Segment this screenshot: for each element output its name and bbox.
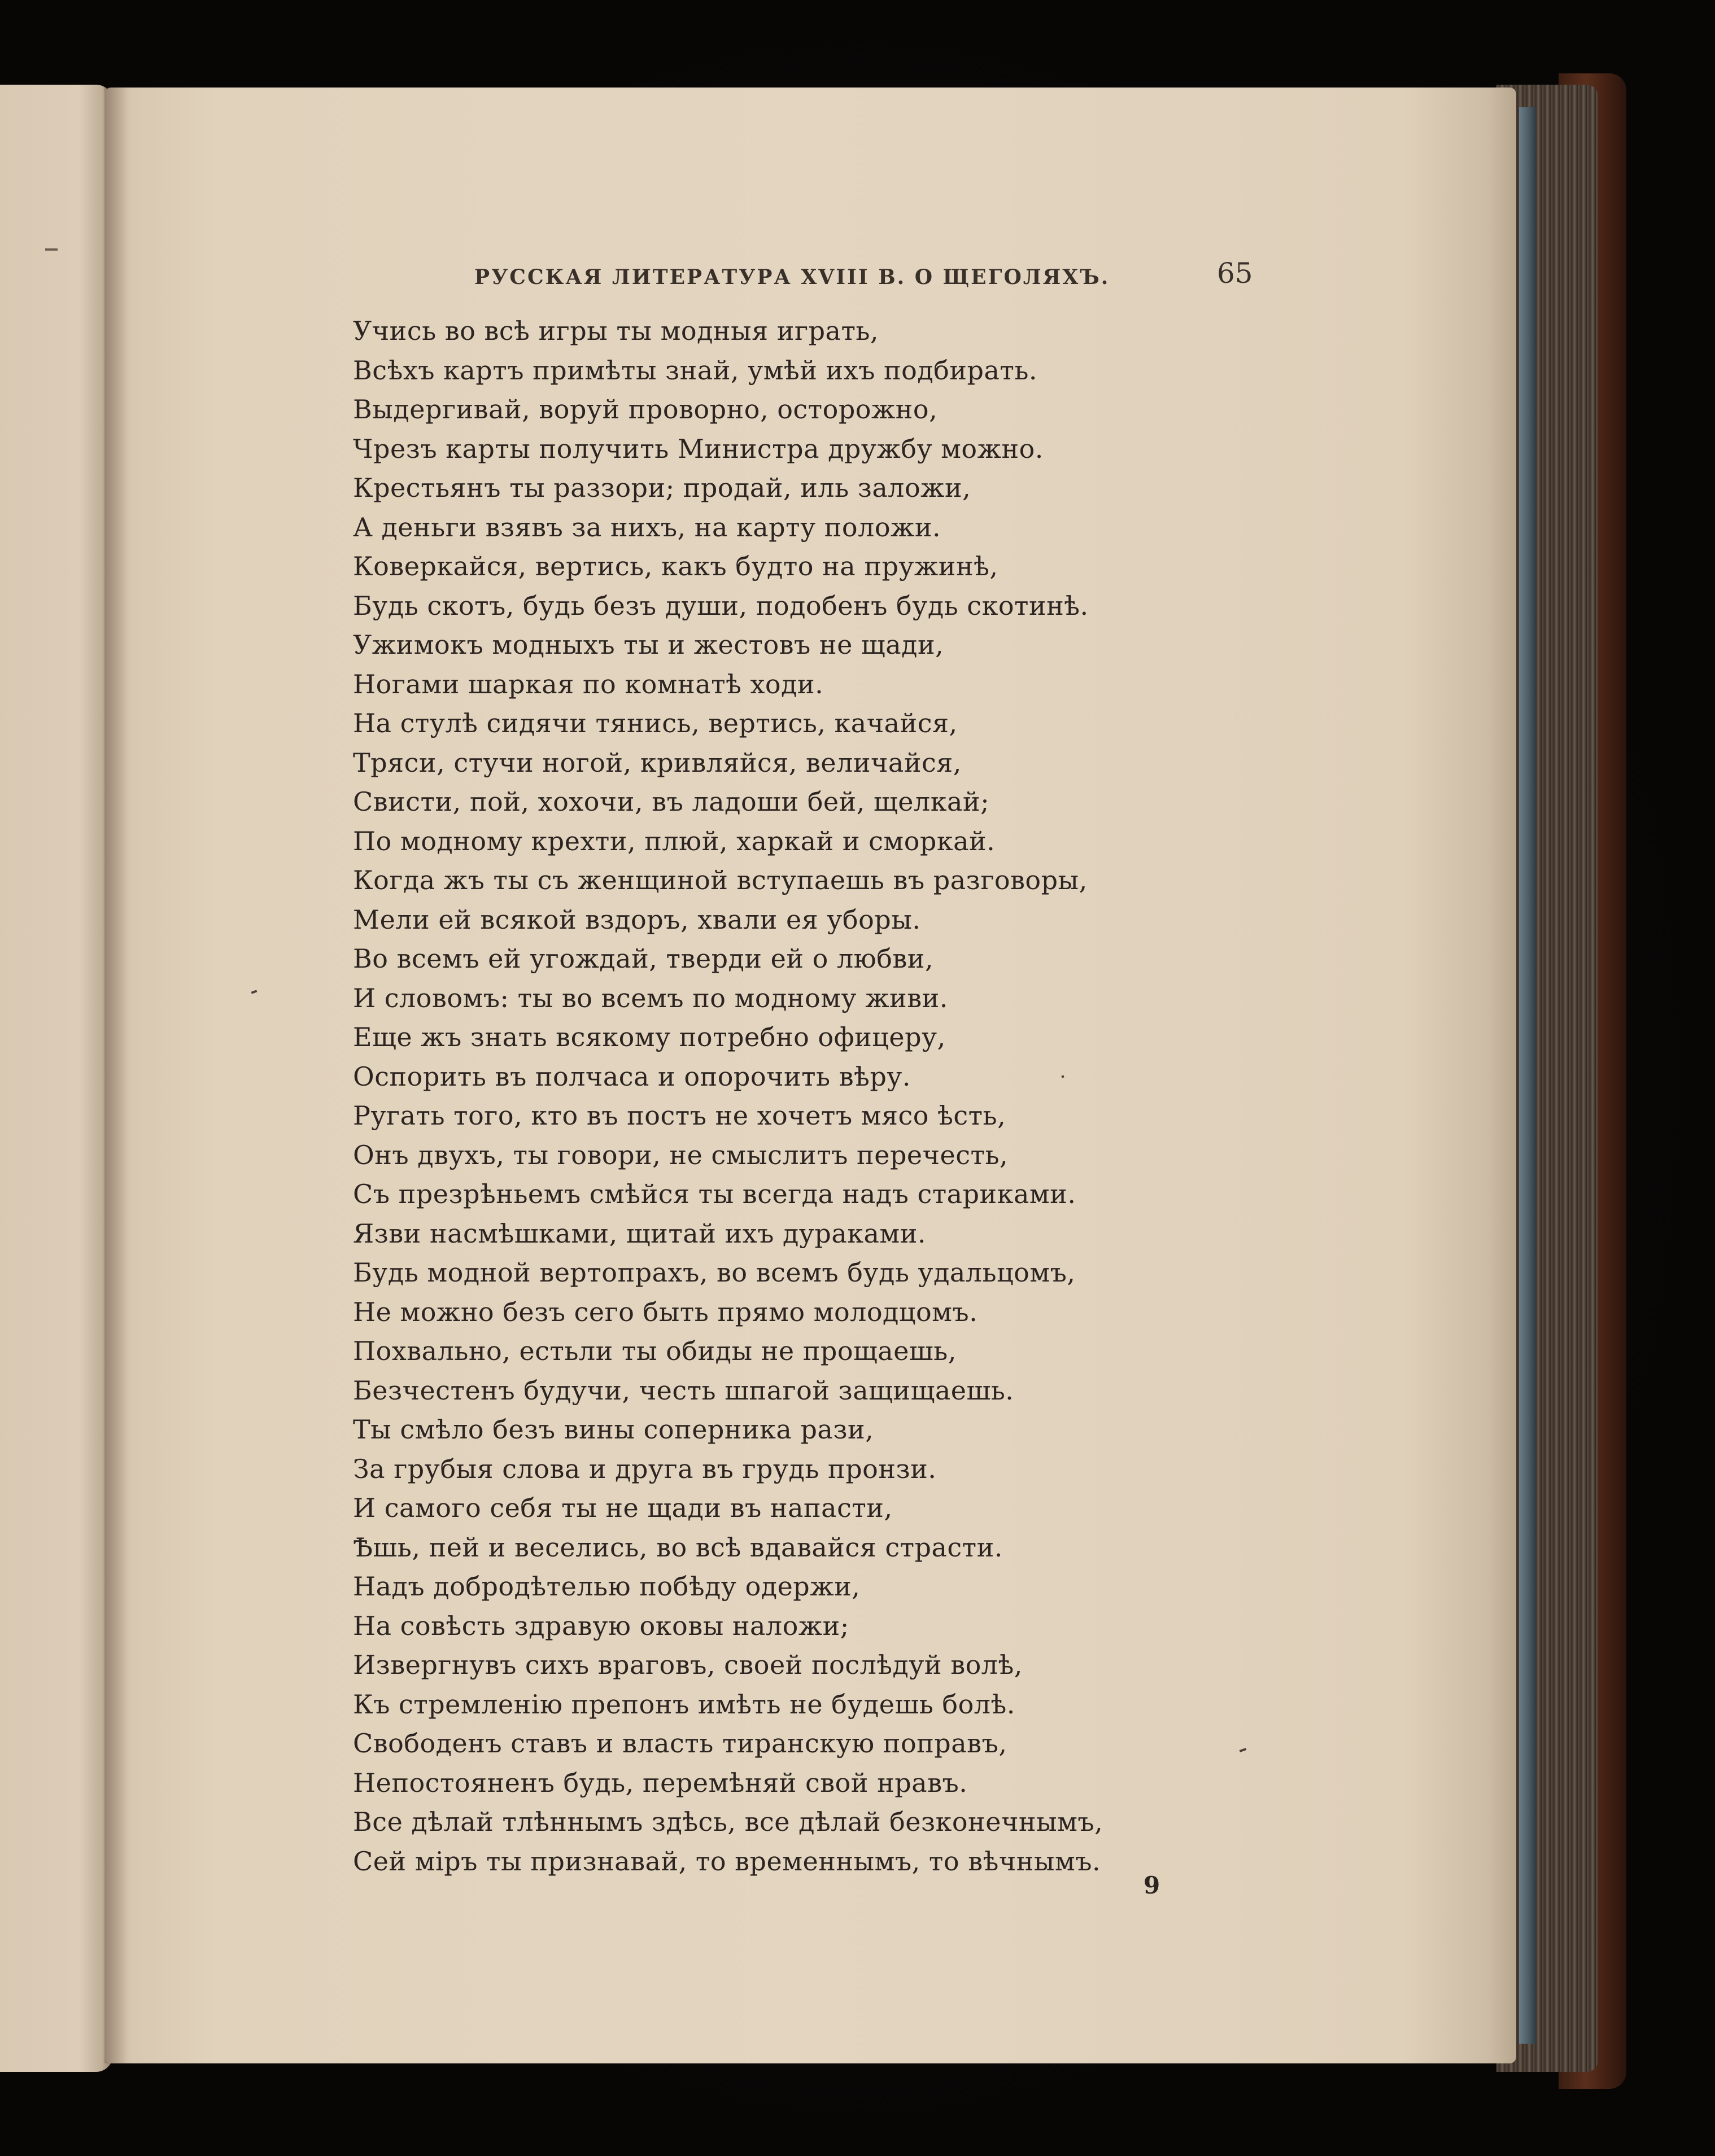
poem-line: Чрезъ карты получить Министра дружбу можно. xyxy=(353,433,1044,464)
poem-line: Онъ двухъ, ты говори, не смыслитъ перечесть, xyxy=(353,1139,1009,1170)
poem-line: Всѣхъ картъ примѣты знай, умѣй ихъ подбирать. xyxy=(353,355,1038,386)
page-number: 65 xyxy=(1217,257,1253,290)
poem-line: Будь модной вертопрахъ, во всемъ будь удальцомъ, xyxy=(353,1257,1076,1288)
poem-line: Съ презрѣньемъ смѣйся ты всегда надъ стариками. xyxy=(353,1179,1076,1209)
poem-line: Сей міръ ты признавай, то временнымъ, то вѣчнымъ. xyxy=(353,1845,1101,1877)
poem-line: Учись во всѣ игры ты модныя играть, xyxy=(353,316,879,346)
poem-line: Извергнувъ сихъ враговъ, своей послѣдуй волѣ, xyxy=(353,1650,1023,1680)
signature-mark: 9 xyxy=(1144,1871,1160,1899)
gutter-shadow xyxy=(104,88,127,2063)
poem-line: Безчестенъ будучи, честь шпагой защищаешь. xyxy=(353,1375,1014,1406)
poem-line: Похвально, естьли ты обиды не прощаешь, xyxy=(353,1336,957,1366)
poem-line: Оспорить въ полчаса и опорочить вѣру. xyxy=(353,1061,911,1092)
poem-line: Ругать того, кто въ постъ не хочетъ мясо ѣсть, xyxy=(353,1100,1006,1131)
poem-line: Ты смѣло безъ вины соперника рази, xyxy=(353,1414,874,1445)
poem-line: Ужимокъ модныхъ ты и жестовъ не щади, xyxy=(353,629,944,660)
poem-line: Коверкайся, вертись, какъ будто на пружинѣ, xyxy=(353,551,998,581)
poem-line: На совѣсть здравую оковы наложи; xyxy=(353,1610,849,1641)
poem-line: Ногами шаркая по комнатѣ ходи. xyxy=(353,668,824,699)
poem-line: Свободенъ ставъ и власть тиранскую поправъ, xyxy=(353,1728,1007,1759)
poem-line: Свисти, пой, хохочи, въ ладоши бей, щелкай; xyxy=(353,786,990,817)
poem-line: Будь скотъ, будь безъ души, подобенъ будь скотинѣ. xyxy=(353,590,1089,621)
previous-page-edge xyxy=(0,85,113,2072)
poem-line: Мели ей всякой вздоръ, хвали ея уборы. xyxy=(353,904,921,935)
poem-line: Еще жъ знать всякому потребно офицеру, xyxy=(353,1022,946,1052)
poem-line: За грубыя слова и друга въ грудь пронзи. xyxy=(353,1453,937,1484)
ink-mark xyxy=(45,248,58,251)
page-stack-fore-edge xyxy=(1519,107,1536,2044)
poem-line: Непостояненъ будь, перемѣняй свой нравъ. xyxy=(353,1767,968,1798)
poem-line: Выдергивай, воруй проворно, осторожно, xyxy=(353,394,938,425)
poem-line: Не можно безъ сего быть прямо молодцомъ. xyxy=(353,1296,978,1327)
poem-line: Тряси, стучи ногой, кривляйся, величайся, xyxy=(353,747,962,778)
poem-line: И самого себя ты не щади въ напасти, xyxy=(353,1493,893,1523)
poem-line: Ѣшь, пей и веселись, во всѣ вдавайся страсти. xyxy=(353,1532,1003,1563)
poem-text xyxy=(353,312,1341,1881)
poem-line: Надъ добродѣтелью побѣду одержи, xyxy=(353,1571,861,1602)
poem-line: Во всемъ ей угождай, тверди ей о любви, xyxy=(353,943,934,974)
poem-line: Къ стремленію препонъ имѣть не будешь болѣ. xyxy=(353,1689,1015,1720)
poem-line: Язви насмѣшками, щитай ихъ дураками. xyxy=(353,1218,926,1249)
running-title: РУССКАЯ ЛИТЕРАТУРА XVIII В. О ЩЕГОЛЯХЪ. xyxy=(474,265,1110,289)
poem-line: Крестьянъ ты раззори; продай, иль заложи, xyxy=(353,473,971,503)
poem-line: И словомъ: ты во всемъ по модному живи. xyxy=(353,982,948,1013)
poem-line: По модному крехти, плюй, харкай и сморкай. xyxy=(353,825,996,856)
poem-line: А деньги взявъ за нихъ, на карту положи. xyxy=(353,511,941,543)
poem-line: На стулѣ сидячи тянись, вертись, качайся, xyxy=(353,708,958,738)
poem-line: Когда жъ ты съ женщиной вступаешь въ разговоры, xyxy=(353,865,1088,895)
poem-line: Все дѣлай тлѣннымъ здѣсь, все дѣлай безконечнымъ, xyxy=(353,1807,1103,1837)
